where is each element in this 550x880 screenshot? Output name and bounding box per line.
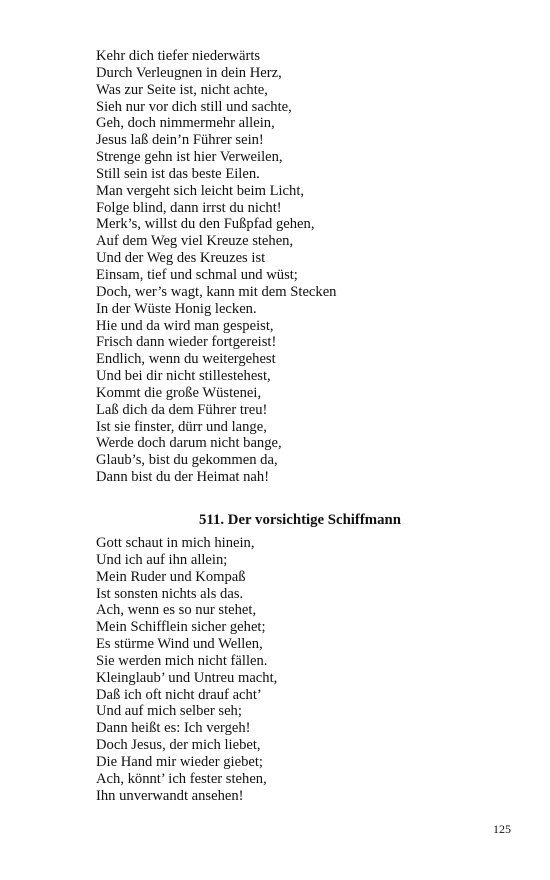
poem-line: Und der Weg des Kreuzes ist (96, 250, 266, 267)
poem-line: Still sein ist das beste Eilen. (96, 165, 260, 182)
poem-line: Die Hand mir wieder giebet; (96, 753, 263, 770)
poem-line: Sie werden mich nicht fällen. (96, 652, 268, 669)
poem-line: Strenge gehn ist hier Verweilen, (96, 149, 283, 166)
poem-line: Es stürme Wind und Wellen, (96, 636, 263, 653)
poem-line: Daß ich oft nicht drauf acht’ (96, 686, 262, 703)
poem-line: Dann bist du der Heimat nah! (96, 469, 270, 486)
poem-511-stanza (96, 535, 277, 805)
poem-line: Ist sonsten nichts als das. (96, 585, 244, 602)
poem-continued-stanza (96, 48, 336, 486)
poem-line: Sieh nur vor dich still und sachte, (96, 98, 292, 115)
poem-line: Durch Verleugnen in dein Herz, (96, 64, 282, 81)
poem-line: Doch, wer’s wagt, kann mit dem Stecken (96, 283, 337, 300)
poem-line: Kehr dich tiefer niederwärts (96, 48, 261, 64)
poem-line: Und auf mich selber seh; (96, 703, 242, 720)
poem-line: Laß dich da dem Führer treu! (96, 401, 268, 418)
poem-line: Glaub’s, bist du gekommen da, (96, 452, 278, 469)
poem-line: Gott schaut in mich hinein, (96, 535, 255, 551)
poem-line: Was zur Seite ist, nicht achte, (96, 81, 268, 98)
poem-line: Geh, doch nimmermehr allein, (96, 115, 275, 132)
poem-line: In der Wüste Honig lecken. (96, 300, 257, 317)
poem-line: Doch Jesus, der mich liebet, (96, 737, 261, 754)
poem-line: Endlich, wenn du weitergehest (96, 351, 276, 368)
poem-line: Kleinglaub’ und Untreu macht, (96, 669, 278, 686)
poem-line: Werde doch darum nicht bange, (96, 435, 282, 452)
poem-line: Ist sie finster, dürr und lange, (96, 418, 267, 435)
poem-line: Ihn unverwandt ansehen! (96, 787, 244, 804)
poem-title: 511. Der vorsichtige Schiffmann (199, 512, 401, 528)
poem-line: Folge blind, dann irrst du nicht! (96, 199, 282, 216)
poem-line: Und bei dir nicht stillestehest, (96, 368, 271, 385)
poem-line: Mein Schifflein sicher gehet; (96, 619, 266, 636)
poem-line: Mein Ruder und Kompaß (96, 568, 246, 585)
poem-line: Man vergeht sich leicht beim Licht, (96, 182, 305, 199)
poem-line: Jesus laß dein’n Führer sein! (96, 132, 264, 149)
poem-line: Auf dem Weg viel Kreuze stehen, (96, 233, 294, 250)
page-number: 125 (493, 822, 511, 836)
poem-line: Und ich auf ihn allein; (96, 551, 228, 568)
poem-line: Hie und da wird man gespeist, (96, 317, 274, 334)
poem-line: Dann heißt es: Ich vergeh! (96, 720, 251, 737)
poem-line: Merk’s, willst du den Fußpfad gehen, (96, 216, 315, 233)
poem-line: Ach, wenn es so nur stehet, (96, 602, 257, 619)
poem-line: Einsam, tief und schmal und wüst; (96, 266, 298, 283)
poem-line: Ach, könnt’ ich fester stehen, (96, 770, 267, 787)
poem-line: Kommt die große Wüstenei, (96, 384, 262, 401)
poem-line: Frisch dann wieder fortgereist! (96, 334, 277, 351)
